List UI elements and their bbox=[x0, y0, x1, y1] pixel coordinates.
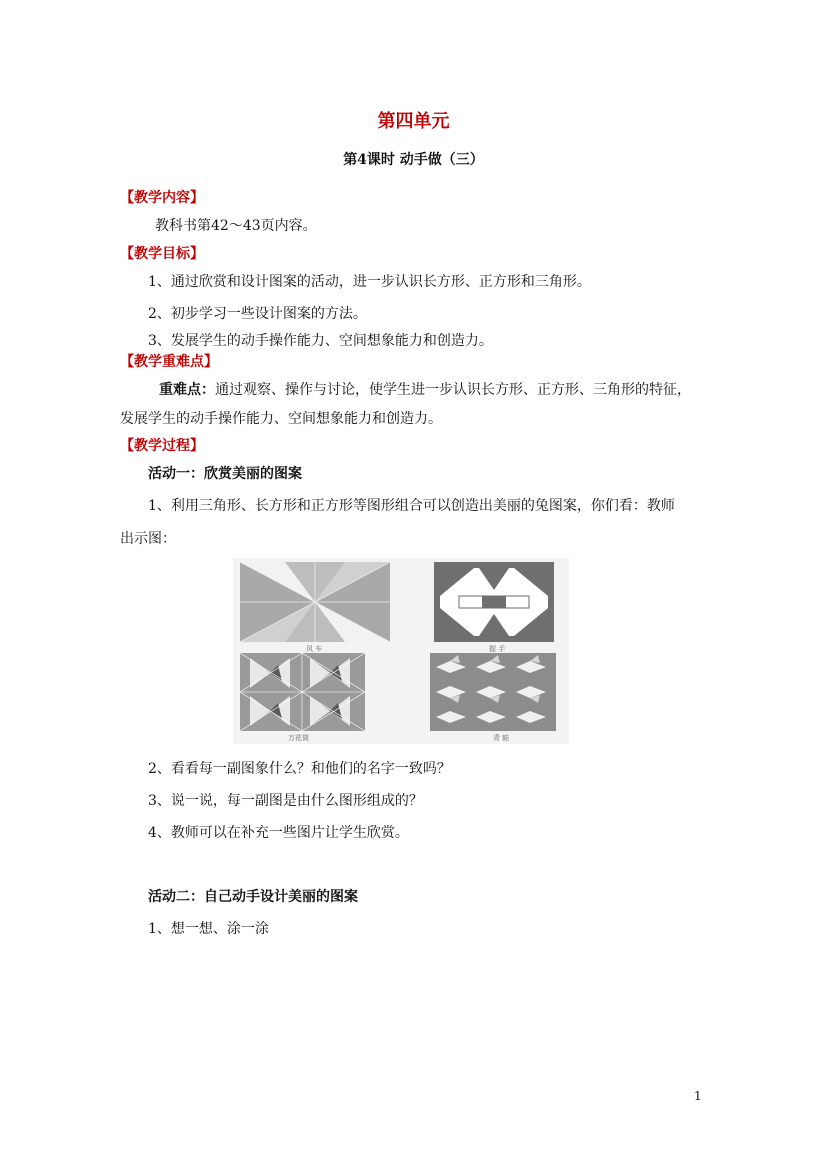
caption-windmill: 风 车 bbox=[306, 645, 323, 653]
caption-frog: 青 蛙 bbox=[493, 734, 510, 742]
goal-item-3: 3、发展学生的动手操作能力、空间想象能力和创造力。 bbox=[148, 333, 493, 349]
activity-one-heading: 活动一：欣赏美丽的图案 bbox=[148, 466, 302, 482]
caption-handshake: 握 手 bbox=[489, 645, 506, 653]
frog-pattern-image bbox=[430, 653, 556, 731]
activity-two-heading: 活动二：自己动手设计美丽的图案 bbox=[148, 889, 358, 905]
lesson-subtitle: 第4课时 动手做（三） bbox=[343, 152, 484, 168]
caption-kaleidoscope: 万花筒 bbox=[288, 734, 309, 742]
key-points-line-2: 发展学生的动手操作能力、空间想象能力和创造力。 bbox=[120, 411, 442, 427]
section-heading-goals: 【教学目标】 bbox=[120, 246, 204, 262]
key-points-line-1 bbox=[159, 381, 691, 399]
content-text: 教科书第42～43页内容。 bbox=[155, 218, 317, 234]
activity-two-item-1: 1、想一想、涂一涂 bbox=[148, 921, 269, 937]
page-number: 1 bbox=[694, 1089, 702, 1103]
key-points-text: 通过观察、操作与讨论，使学生进一步认识长方形、正方形、三角形的特征， bbox=[215, 382, 691, 398]
question-4: 4、教师可以在补充一些图片让学生欣赏。 bbox=[148, 825, 409, 841]
question-3: 3、说一说，每一副图是由什么图形组成的？ bbox=[148, 793, 423, 809]
windmill-pattern-image bbox=[240, 562, 390, 642]
goal-item-1: 1、通过欣赏和设计图案的活动，进一步认识长方形、正方形和三角形。 bbox=[148, 274, 591, 290]
activity-one-line-1: 1、利用三角形、长方形和正方形等图形组合可以创造出美丽的兔图案，你们看：教师 bbox=[148, 498, 675, 514]
section-heading-process: 【教学过程】 bbox=[120, 438, 204, 454]
handshake-pattern-image bbox=[434, 562, 554, 642]
activity-one-line-2: 出示图： bbox=[120, 531, 176, 547]
page-title: 第四单元 bbox=[377, 111, 450, 132]
goal-item-2: 2、初步学习一些设计图案的方法。 bbox=[148, 306, 367, 322]
section-heading-key-points: 【教学重难点】 bbox=[120, 354, 218, 370]
kaleidoscope-pattern-image bbox=[240, 653, 365, 731]
section-heading-content: 【教学内容】 bbox=[120, 190, 204, 206]
key-points-label: 重难点： bbox=[159, 382, 215, 398]
pattern-figure bbox=[233, 558, 569, 744]
question-2: 2、看看每一副图象什么？和他们的名字一致吗？ bbox=[148, 761, 451, 777]
